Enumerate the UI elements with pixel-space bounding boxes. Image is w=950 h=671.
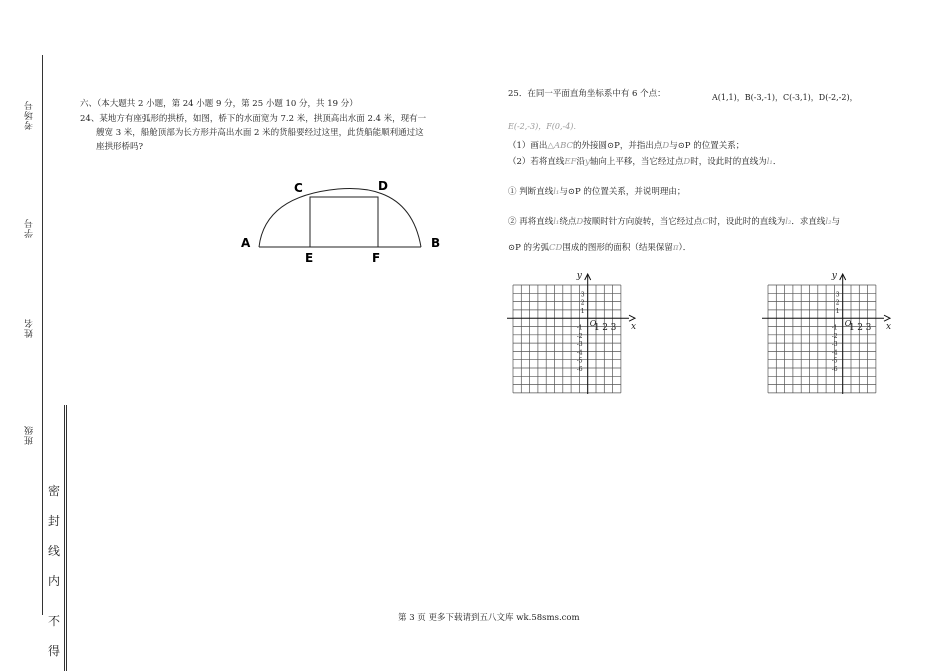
x-tick-label: 2 bbox=[857, 323, 864, 334]
seal-char: 内 bbox=[47, 574, 60, 588]
y-axis-label: y bbox=[831, 271, 837, 281]
q24-line3: 座拱形桥吗? bbox=[96, 142, 144, 152]
x-axis-arrow bbox=[629, 315, 635, 321]
origin-label: O bbox=[589, 319, 597, 329]
ship-rect bbox=[310, 197, 378, 247]
label-d: D bbox=[378, 179, 388, 193]
y-tick-label: -1 bbox=[576, 324, 583, 332]
origin-label: O bbox=[844, 319, 852, 329]
y-tick-label: -5 bbox=[576, 357, 583, 365]
q25-points-1: A(1,1)，B(-3,-1)，C(-3,1)，D(-2,-2)， bbox=[712, 93, 858, 102]
label-b: B bbox=[431, 236, 441, 250]
q25-points-2: E(-2,-3)，F(0,-4)． bbox=[508, 122, 582, 131]
y-tick-label: -6 bbox=[831, 366, 838, 373]
x-tick-label: 2 bbox=[602, 323, 609, 334]
y-tick-label: 3 bbox=[835, 291, 840, 299]
y-tick-label: 2 bbox=[580, 299, 585, 307]
seal-char: 线 bbox=[47, 544, 60, 558]
y-tick-label: -2 bbox=[831, 332, 838, 340]
q25-part2: （2）若将直线EF沿y轴向上平移，当它经过点D时，设此时的直线为l₁． bbox=[508, 157, 782, 167]
y-tick-label: 1 bbox=[580, 307, 585, 315]
x-axis-label: x bbox=[631, 322, 637, 333]
y-tick-label: -4 bbox=[576, 349, 583, 357]
label-e: E bbox=[305, 251, 314, 265]
y-axis-label: y bbox=[576, 271, 582, 281]
x-tick-label: 3 bbox=[865, 323, 872, 334]
seal-char: 得 bbox=[47, 644, 60, 658]
y-tick-label: 2 bbox=[835, 299, 840, 307]
y-tick-label: 3 bbox=[580, 291, 585, 299]
y-tick-label: -3 bbox=[576, 341, 583, 349]
q25-sub1: ① 判断直线l₁与⊙P 的位置关系，并说明理由； bbox=[508, 187, 686, 197]
x-tick-label: 3 bbox=[610, 323, 617, 334]
seal-line-left bbox=[64, 405, 65, 671]
name-label: 姓名 bbox=[25, 318, 35, 338]
y-tick-label: -4 bbox=[831, 349, 838, 357]
q25-intro: 25．在同一平面直角坐标系中有 6 个点： bbox=[508, 89, 666, 99]
coordinate-grid-right bbox=[760, 268, 895, 395]
x-axis-label: x bbox=[886, 322, 892, 333]
q25-sub2: ② 再将直线l₁绕点D按顺时针方向旋转，当它经过点C时，设此时的直线为l₂．求直线l₂与 bbox=[508, 217, 841, 227]
y-tick-label: -1 bbox=[831, 324, 838, 332]
x-tick-label: 1 bbox=[849, 323, 855, 334]
q25-sub2-cont: ⊙P 的劣弧CD围成的图形的面积（结果保留π）． bbox=[508, 243, 692, 253]
y-tick-label: 1 bbox=[835, 307, 840, 315]
label-c: C bbox=[294, 181, 303, 195]
y-tick-label: -6 bbox=[576, 366, 583, 373]
bridge-figure bbox=[235, 176, 450, 266]
section-header: 六、（本大题共 2 小题，第 24 小题 9 分，第 25 小题 10 分，共 19 分） bbox=[80, 99, 358, 109]
exam-room-label: 考场号 bbox=[25, 100, 35, 130]
seal-char: 密 bbox=[47, 484, 60, 498]
class-label: 班级 bbox=[25, 425, 35, 445]
coordinate-grid-left bbox=[505, 268, 640, 395]
seal-line-right bbox=[66, 405, 67, 671]
q25-part1: （1）画出△ABC的外接圆⊙P，并指出点D与⊙P 的位置关系； bbox=[508, 141, 745, 151]
page-footer: 第 3 页 更多下载请到五八文库 wk.58sms.com bbox=[398, 613, 580, 623]
y-tick-label: -5 bbox=[831, 357, 838, 365]
q24-line1: 24、某地方有座弧形的拱桥，如图，桥下的水面宽为 7.2 米，拱顶高出水面 2.4 米，现有一 bbox=[80, 114, 427, 124]
x-axis-arrow bbox=[884, 315, 890, 321]
y-tick-label: -2 bbox=[576, 332, 583, 340]
x-tick-label: 1 bbox=[594, 323, 600, 334]
label-a: A bbox=[241, 236, 251, 250]
y-tick-label: -3 bbox=[831, 341, 838, 349]
label-f: F bbox=[372, 251, 381, 265]
q24-line2: 艘宽 3 米，船舱顶部为长方形并高出水面 2 米的货船要经过这里，此货船能顺利通过这 bbox=[96, 128, 424, 138]
seal-char: 不 bbox=[47, 614, 60, 628]
seal-char: 封 bbox=[47, 514, 60, 528]
binding-line bbox=[42, 55, 43, 615]
student-id-label: 学号 bbox=[25, 218, 35, 238]
